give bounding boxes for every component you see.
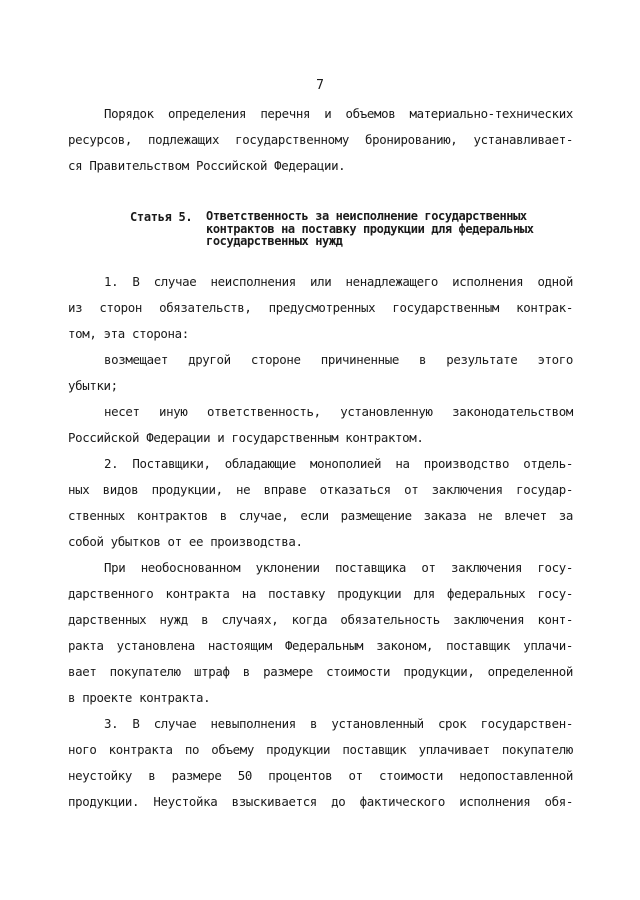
body-line: убытки; <box>68 378 118 393</box>
body-line: 3. В случае невыполнения в установленный срок государствен- <box>104 716 573 731</box>
article-title-line: государственных нужд <box>206 234 343 248</box>
body-line: 2. Поставщики, обладающие монополией на производство отдель- <box>104 456 573 471</box>
body-line: ракта установлена настоящим Федеральным законом, поставщик уплачи- <box>68 638 573 653</box>
body-line: дарственного контракта на поставку продукции для федеральных госу- <box>68 586 573 601</box>
body-line: продукции. Неустойка взыскивается до фактического исполнения обя- <box>68 794 573 809</box>
body-line: вает покупателю штраф в размере стоимости продукции, определенной <box>68 664 573 679</box>
article-title <box>206 210 578 248</box>
intro-line: Порядок определения перечня и объемов материально-технических <box>104 106 573 121</box>
body-line: несет иную ответственность, установленную законодательством <box>104 404 573 419</box>
body-line: дарственных нужд в случаях, когда обязательность заключения конт- <box>68 612 573 627</box>
body-line: Российской Федерации и государственным контрактом. <box>68 430 424 445</box>
body-line: в проекте контракта. <box>68 690 211 705</box>
body-line: При необоснованном уклонении поставщика от заключения госу- <box>104 560 573 575</box>
body-line: из сторон обязательств, предусмотренных государственным контрак- <box>68 300 573 315</box>
intro-line: ся Правительством Российской Федерации. <box>68 158 346 173</box>
article-title-line: контрактов на поставку продукции для федеральных <box>206 221 534 236</box>
body-line: собой убытков от ее производства. <box>68 534 303 549</box>
intro-line: ресурсов, подлежащих государственному бронированию, устанавливает- <box>68 132 573 147</box>
body-line: возмещает другой стороне причиненные в результате этого <box>104 352 573 367</box>
page-number: 7 <box>316 78 324 93</box>
body-line: ственных контрактов в случае, если размещение заказа не влечет за <box>68 508 573 523</box>
article-title-line: Ответственность за неисполнение государственных <box>206 209 527 223</box>
body-line: 1. В случае неисполнения или ненадлежащего исполнения одной <box>104 274 573 289</box>
body-line: том, эта сторона: <box>68 326 189 341</box>
article-number: Статья 5. <box>130 210 193 224</box>
body-line: ных видов продукции, не вправе отказаться от заключения государ- <box>68 482 573 497</box>
body-line: неустойку в размере 50 процентов от стоимости недопоставленной <box>68 768 573 783</box>
body-line: ного контракта по объему продукции поставщик уплачивает покупателю <box>68 742 573 757</box>
